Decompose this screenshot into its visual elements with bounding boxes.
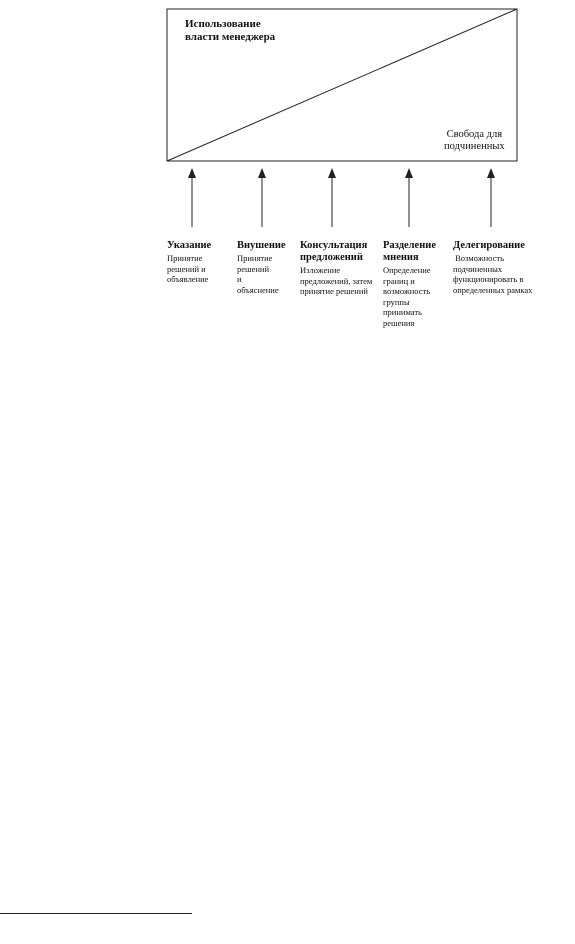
- style-title: Делегирование: [453, 240, 525, 251]
- arrow-suggestion: [258, 168, 266, 227]
- style-description: Принятие решений и объявление: [167, 253, 209, 284]
- style-description: Изложение предложений, затем принятие решений: [300, 265, 373, 296]
- arrow-indication: [188, 168, 196, 227]
- style-shared-opinion: [383, 240, 447, 328]
- style-title: Внушение: [237, 240, 286, 251]
- style-consultation: [300, 240, 382, 297]
- style-description: Возможность подчиненных функционировать в определенных рамках: [453, 253, 533, 295]
- arrow-delegation: [487, 168, 495, 227]
- style-description: Определение границ и возможность группы принимать решения: [383, 265, 431, 328]
- subordinate-freedom-label: Свобода для подчиненных: [444, 129, 505, 152]
- manager-power-label: Использование власти менеджера: [185, 18, 276, 43]
- style-description: Принятие решений и объяснение: [237, 253, 279, 295]
- style-title: Разделение мнения: [383, 240, 436, 263]
- footnote-separator: [0, 913, 192, 914]
- style-title: Указание: [167, 240, 212, 251]
- arrow-consultation: [328, 168, 336, 227]
- style-delegation: [453, 240, 553, 295]
- style-title: Консультация предложений: [300, 240, 368, 263]
- style-suggestion: [237, 240, 297, 295]
- style-indication: [167, 240, 233, 285]
- arrow-shared-opinion: [405, 168, 413, 227]
